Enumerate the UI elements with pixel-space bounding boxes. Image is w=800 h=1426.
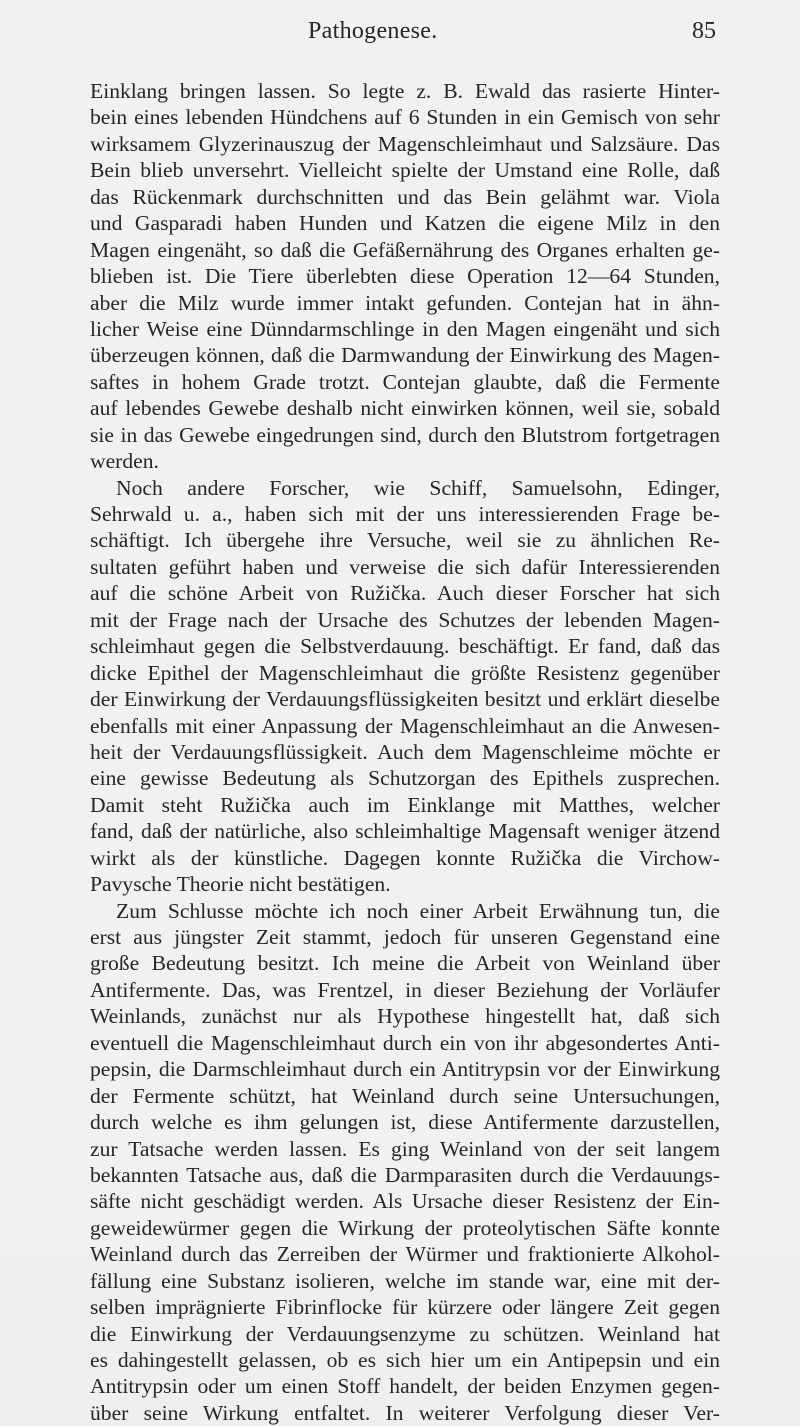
text-line: zur Tatsache werden lassen. Es ging Weinland von der seit langem	[90, 1136, 720, 1161]
running-head-title: Pathogenese.	[308, 18, 438, 44]
text-line: Weinlands, zunächst nur als Hypothese hingestellt hat, daß sich	[90, 1004, 720, 1029]
text-line: licher Weise eine Dünndarmschlinge in den Magen eingenäht und sich	[90, 316, 720, 341]
text-line: Zum Schlusse möchte ich noch einer Arbeit Erwähnung tun, die	[116, 898, 720, 923]
text-line: große Bedeutung besitzt. Ich meine die Arbeit von Weinland über	[90, 951, 720, 976]
text-line: Antifermente. Das, was Frentzel, in dieser Beziehung der Vorläufer	[90, 977, 720, 1002]
text-line: erst aus jüngster Zeit stammt, jedoch für unseren Gegenstand eine	[90, 925, 720, 949]
text-line: fand, daß der natürliche, also schleimhaltige Magensaft weniger ätzend	[90, 819, 720, 844]
text-line: Pavysche Theorie nicht bestätigen.	[90, 872, 391, 897]
text-line: bekannten Tatsache aus, daß die Darmparasiten durch die Verdauungs-	[90, 1162, 720, 1187]
text-line: eventuell die Magenschleimhaut durch ein von ihr abgesondertes Anti-	[90, 1030, 720, 1055]
text-line: sie in das Gewebe eingedrungen sind, durch den Blutstrom fortgetragen	[90, 422, 720, 447]
text-line: selben imprägnierte Fibrinflocke für kürzere oder längere Zeit gegen	[90, 1295, 720, 1320]
text-line: fällung eine Substanz isolieren, welche im stande war, eine mit der-	[90, 1268, 720, 1293]
text-line: aber die Milz wurde immer intakt gefunden. Contejan hat in ähn-	[90, 290, 720, 315]
text-line: pepsin, die Darmschleimhaut durch ein Antitrypsin vor der Einwirkung	[90, 1057, 720, 1082]
text-line: und Gasparadi haben Hunden und Katzen die eigene Milz in den	[90, 211, 720, 236]
text-line: Antitrypsin oder um einen Stoff handelt, der beiden Enzymen gegen-	[90, 1374, 720, 1399]
text-line: säfte nicht geschädigt werden. Als Ursache dieser Resistenz der Ein-	[90, 1189, 720, 1214]
text-line: geweidewürmer gegen die Wirkung der proteolytischen Säfte konnte	[90, 1215, 720, 1240]
text-line: heit der Verdauungsflüssigkeit. Auch dem Magenschleime möchte er	[90, 739, 720, 764]
text-line: bein eines lebenden Hündchens auf 6 Stunden in ein Gemisch von sehr	[90, 105, 720, 130]
text-line: die Einwirkung der Verdauungsenzyme zu schützen. Weinland hat	[90, 1321, 720, 1346]
text-line: sultaten geführt haben und verweise die sich dafür Interessierenden	[90, 554, 720, 579]
text-line: überzeugen können, daß die Darmwandung der Einwirkung des Magen-	[90, 343, 720, 368]
running-head	[0, 18, 800, 52]
text-line: werden.	[90, 449, 159, 474]
text-line: der Einwirkung der Verdauungsflüssigkeiten besitzt und erklärt dieselbe	[90, 687, 720, 712]
text-line: Damit steht Ružička auch im Einklange mit Matthes, welcher	[90, 792, 720, 817]
text-line: der Fermente schützt, hat Weinland durch seine Untersuchungen,	[90, 1083, 720, 1108]
text-line: saftes in hohem Grade trotzt. Contejan glaubte, daß die Fermente	[90, 369, 720, 394]
text-line: durch welche es ihm gelungen ist, diese Antifermente darzustellen,	[90, 1110, 720, 1135]
text-line: wirkt als der künstliche. Dagegen konnte Ružička die Virchow-	[90, 845, 720, 870]
text-line: dicke Epithel der Magenschleimhaut die größte Resistenz gegenüber	[90, 660, 720, 685]
text-line: Noch andere Forscher, wie Schiff, Samuelsohn, Edinger,	[116, 475, 720, 500]
text-line: es dahingestellt gelassen, ob es sich hier um ein Antipepsin und ein	[90, 1348, 720, 1372]
text-line: Einklang bringen lassen. So legte z. B. Ewald das rasierte Hinter-	[90, 79, 720, 103]
text-line: Sehrwald u. a., haben sich mit der uns interessierenden Frage be-	[90, 502, 720, 526]
text-line: Weinland durch das Zerreiben der Würmer und fraktionierte Alkohol-	[90, 1242, 720, 1267]
text-line: auf lebendes Gewebe deshalb nicht einwirken können, weil sie, sobald	[90, 396, 720, 421]
body-text	[90, 78, 720, 1426]
text-line: schleimhaut gegen die Selbstverdauung. beschäftigt. Er fand, daß das	[90, 634, 720, 659]
text-line: mit der Frage nach der Ursache des Schutzes der lebenden Magen-	[90, 607, 720, 632]
text-line: wirksamem Glyzerinauszug der Magenschleimhaut und Salzsäure. Das	[90, 131, 720, 156]
text-line: ebenfalls mit einer Anpassung der Magenschleimhaut an die Anwesen-	[90, 713, 720, 738]
text-line: eine gewisse Bedeutung als Schutzorgan des Epithels zusprechen.	[90, 766, 720, 791]
text-line: das Rückenmark durchschnitten und das Bein gelähmt war. Viola	[90, 184, 720, 209]
text-line: Magen eingenäht, so daß die Gefäßernährung des Organes erhalten ge-	[90, 237, 720, 262]
text-line: auf die schöne Arbeit von Ružička. Auch dieser Forscher hat sich	[90, 581, 720, 606]
text-line: blieben ist. Die Tiere überlebten diese Operation 12—64 Stunden,	[90, 264, 720, 289]
text-line: über seine Wirkung entfaltet. In weiterer Verfolgung dieser Ver-	[90, 1400, 720, 1425]
page-number: 85	[692, 18, 716, 44]
text-line: schäftigt. Ich übergehe ihre Versuche, weil sie zu ähnlichen Re-	[90, 528, 720, 553]
text-line: Bein blieb unversehrt. Vielleicht spielte der Umstand eine Rolle, daß	[90, 158, 720, 183]
